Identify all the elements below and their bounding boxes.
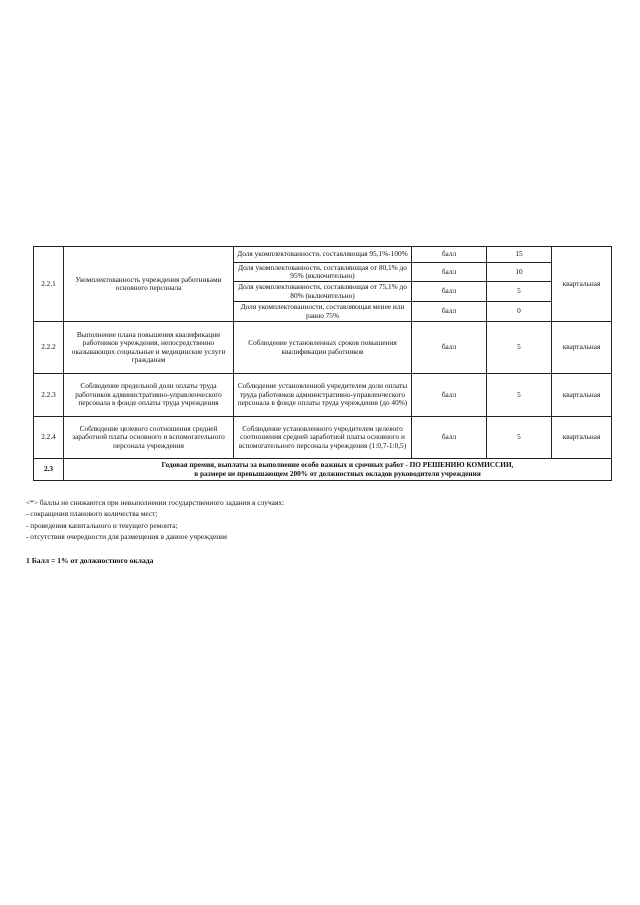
score-cell: 5 [487,282,552,302]
period-cell: квартальная [552,322,612,374]
unit-cell: балл [412,322,487,374]
unit-cell: балл [412,247,487,263]
row-number: 2.3 [34,459,64,481]
score-cell: 10 [487,263,552,282]
indicator-title: Соблюдение предельной доли оплаты труда работников административно-управленческого персонала в фонде оплаты труда учреждения [64,374,234,417]
table-row [34,459,612,481]
indicator-title: Выполнение плана повышения квалификации работников учреждения, непосредственно оказывающих социальные и медицинские услуги гражданам [64,322,234,374]
footnote-line: - сокращения планового количества мест; [26,509,158,519]
footnote-line: - проведения капитального и текущего ремонта; [26,520,178,530]
period-cell: квартальная [552,374,612,417]
unit-cell: балл [412,417,487,459]
annual-bonus-line-1: Годовая премия, выплаты за выполнение особо важных и срочных работ - ПО РЕШЕНИЮ КОМИССИИ, [161,460,514,470]
annual-bonus-cell [64,459,612,481]
period-cell: квартальная [552,417,612,459]
row-number: 2.2.3 [34,374,64,417]
table-row [34,374,612,417]
criterion-cell: Доля укомплектованности, составляющая от 75,1% до 80% (включительно) [234,282,412,302]
row-number: 2.2.4 [34,417,64,459]
score-cell: 5 [487,417,552,459]
unit-cell: балл [412,263,487,282]
point-definition: 1 Балл = 1% от должностного оклада [26,556,154,565]
criterion-cell: Доля укомплектованности, составляющая 95,1%-100% [234,247,412,263]
score-cell: 15 [487,247,552,263]
score-cell: 5 [487,322,552,374]
footnote-line: - отсутствия очередности для размещения в данное учреждение [26,532,228,542]
row-number: 2.2.2 [34,322,64,374]
indicator-title: Соблюдение целевого соотношения средней заработной платы основного и вспомогательного персонала учреждения [64,417,234,459]
footnote-line: <*> баллы не снижаются при невыполнении государственного задания в случаях: [26,498,285,507]
criteria-table [33,246,612,481]
criterion-cell: Соблюдение установленной учредителем доли оплаты труда работников административно-управленческого персонала в фонде оплаты труда учреждения (до 40%) [234,374,412,417]
criterion-cell: Доля укомплектованности, составляющая от 80,1% до 95% (включительно) [234,263,412,282]
unit-cell: балл [412,374,487,417]
score-cell: 5 [487,374,552,417]
table-row [34,247,612,263]
table-row [34,417,612,459]
annual-bonus-line-2: в размере не превышающем 200% от должностных окладов руководителя учреждения [194,468,481,478]
score-cell: 0 [487,302,552,322]
period-cell: квартальная [552,247,612,322]
footnotes [26,497,586,543]
criterion-cell: Доля укомплектованности, составляющая менее или равно 75% [234,302,412,322]
unit-cell: балл [412,282,487,302]
table-row [34,322,612,374]
criterion-cell: Соблюдение установленного учредителем целевого соотношения средней заработной платы основного и вспомогательного персонала учреждения (1:0,7-1:0,5) [234,417,412,459]
criterion-cell: Соблюдение установленных сроков повышения квалификации работников [234,322,412,374]
unit-cell: балл [412,302,487,322]
indicator-title: Укомплектованность учреждения работниками основного персонала [64,247,234,322]
row-number: 2.2.1 [34,247,64,322]
